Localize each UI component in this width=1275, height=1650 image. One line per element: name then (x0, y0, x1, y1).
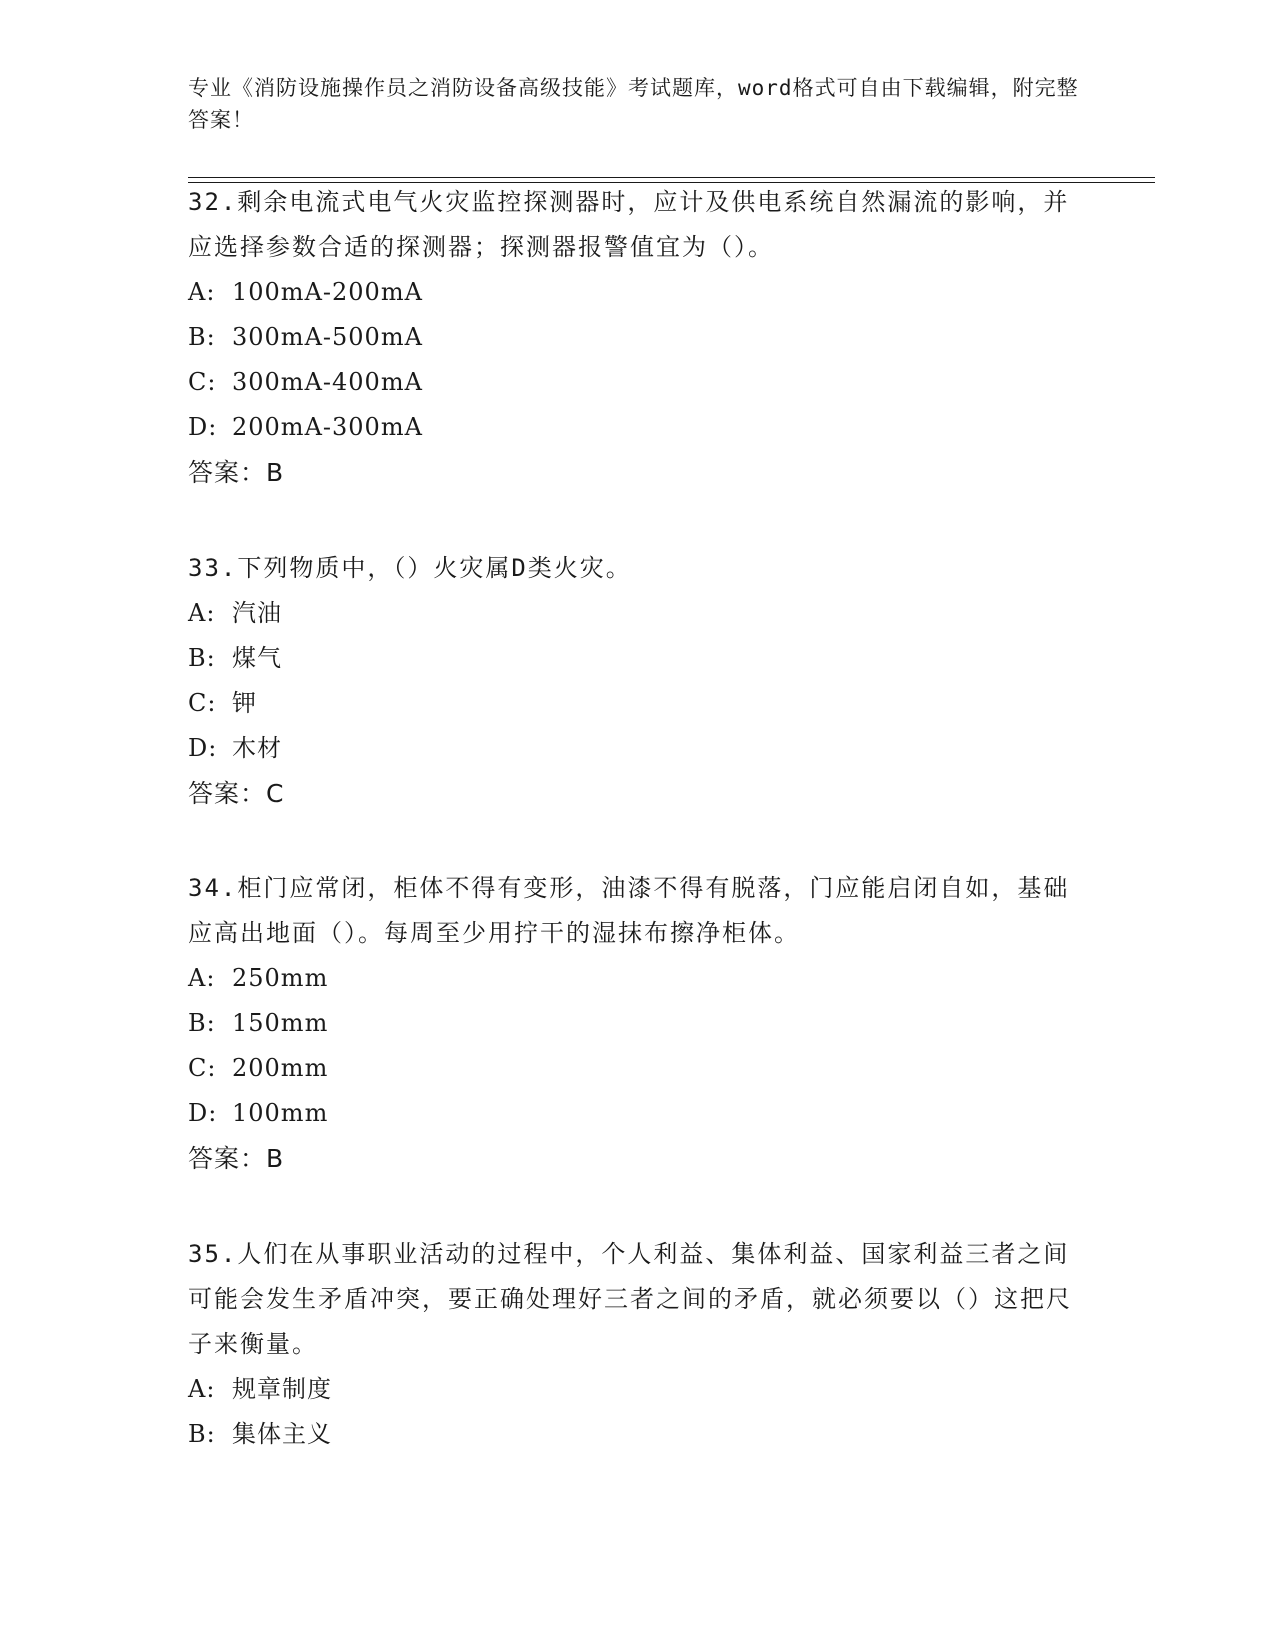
answer-label: 答案： (188, 1144, 267, 1173)
answer-label: 答案： (188, 779, 267, 808)
option-b (188, 1412, 1078, 1457)
question-35 (188, 1232, 1078, 1457)
option-text: 钾 (232, 689, 257, 717)
option-d (188, 726, 1078, 771)
option-b (188, 636, 1078, 681)
option-text: 200mm (232, 1054, 329, 1082)
option-letter: D: (188, 1099, 218, 1127)
option-text: 300mA-500mA (232, 323, 423, 351)
option-letter: B: (188, 1420, 216, 1448)
option-text: 100mm (232, 1099, 329, 1127)
option-c (188, 360, 1078, 405)
option-text: 集体主义 (232, 1420, 332, 1448)
option-letter: A: (188, 964, 216, 992)
option-text: 100mA-200mA (232, 278, 423, 306)
question-33 (188, 546, 1078, 816)
question-text: 35.人们在从事职业活动的过程中，个人利益、集体利益、国家利益三者之间可能会发生矛盾冲突，要正确处理好三者之间的矛盾，就必须要以（）这把尺子来衡量。 (188, 1240, 1072, 1358)
question-text: 33.下列物质中，（）火灾属D类火灾。 (188, 554, 632, 582)
option-letter: A: (188, 1375, 216, 1403)
option-a (188, 1367, 1078, 1412)
option-letter: C: (188, 1054, 217, 1082)
option-letter: B: (188, 323, 216, 351)
answer-value: B (266, 458, 284, 487)
option-d (188, 1091, 1078, 1136)
option-b (188, 315, 1078, 360)
answer-line (188, 450, 1078, 495)
option-b (188, 1001, 1078, 1046)
answer-label: 答案： (188, 458, 267, 487)
question-text: 32.剩余电流式电气火灾监控探测器时，应计及供电系统自然漏流的影响，并应选择参数合适的探测器；探测器报警值宜为（）。 (188, 188, 1070, 261)
option-a (188, 956, 1078, 1001)
option-d (188, 405, 1078, 450)
option-letter: C: (188, 689, 217, 717)
option-c (188, 681, 1078, 726)
option-letter: B: (188, 644, 216, 672)
question-34 (188, 866, 1078, 1181)
option-text: 150mm (232, 1009, 329, 1037)
option-letter: B: (188, 1009, 216, 1037)
option-text: 250mm (232, 964, 329, 992)
answer-line (188, 771, 1078, 816)
option-c (188, 1046, 1078, 1091)
option-a (188, 591, 1078, 636)
option-letter: A: (188, 278, 216, 306)
option-text: 汽油 (232, 599, 282, 627)
option-text: 煤气 (232, 644, 282, 672)
option-letter: A: (188, 599, 216, 627)
option-letter: D: (188, 734, 218, 762)
header-divider-top (188, 177, 1155, 178)
option-a (188, 270, 1078, 315)
option-text: 300mA-400mA (232, 368, 423, 396)
answer-line (188, 1136, 1078, 1181)
document-header: 专业《消防设施操作员之消防设备高级技能》考试题库，word格式可自由下载编辑，附完整答案！ (188, 76, 1079, 132)
option-letter: D: (188, 413, 218, 441)
option-letter: C: (188, 368, 217, 396)
answer-value: C (266, 779, 284, 808)
question-text: 34.柜门应常闭，柜体不得有变形，油漆不得有脱落，门应能启闭自如，基础应高出地面（）。每周至少用拧干的湿抹布擦净柜体。 (188, 874, 1070, 947)
option-text: 200mA-300mA (232, 413, 423, 441)
option-text: 规章制度 (232, 1375, 332, 1403)
option-text: 木材 (232, 734, 282, 762)
answer-value: B (266, 1144, 284, 1173)
question-32 (188, 180, 1078, 495)
